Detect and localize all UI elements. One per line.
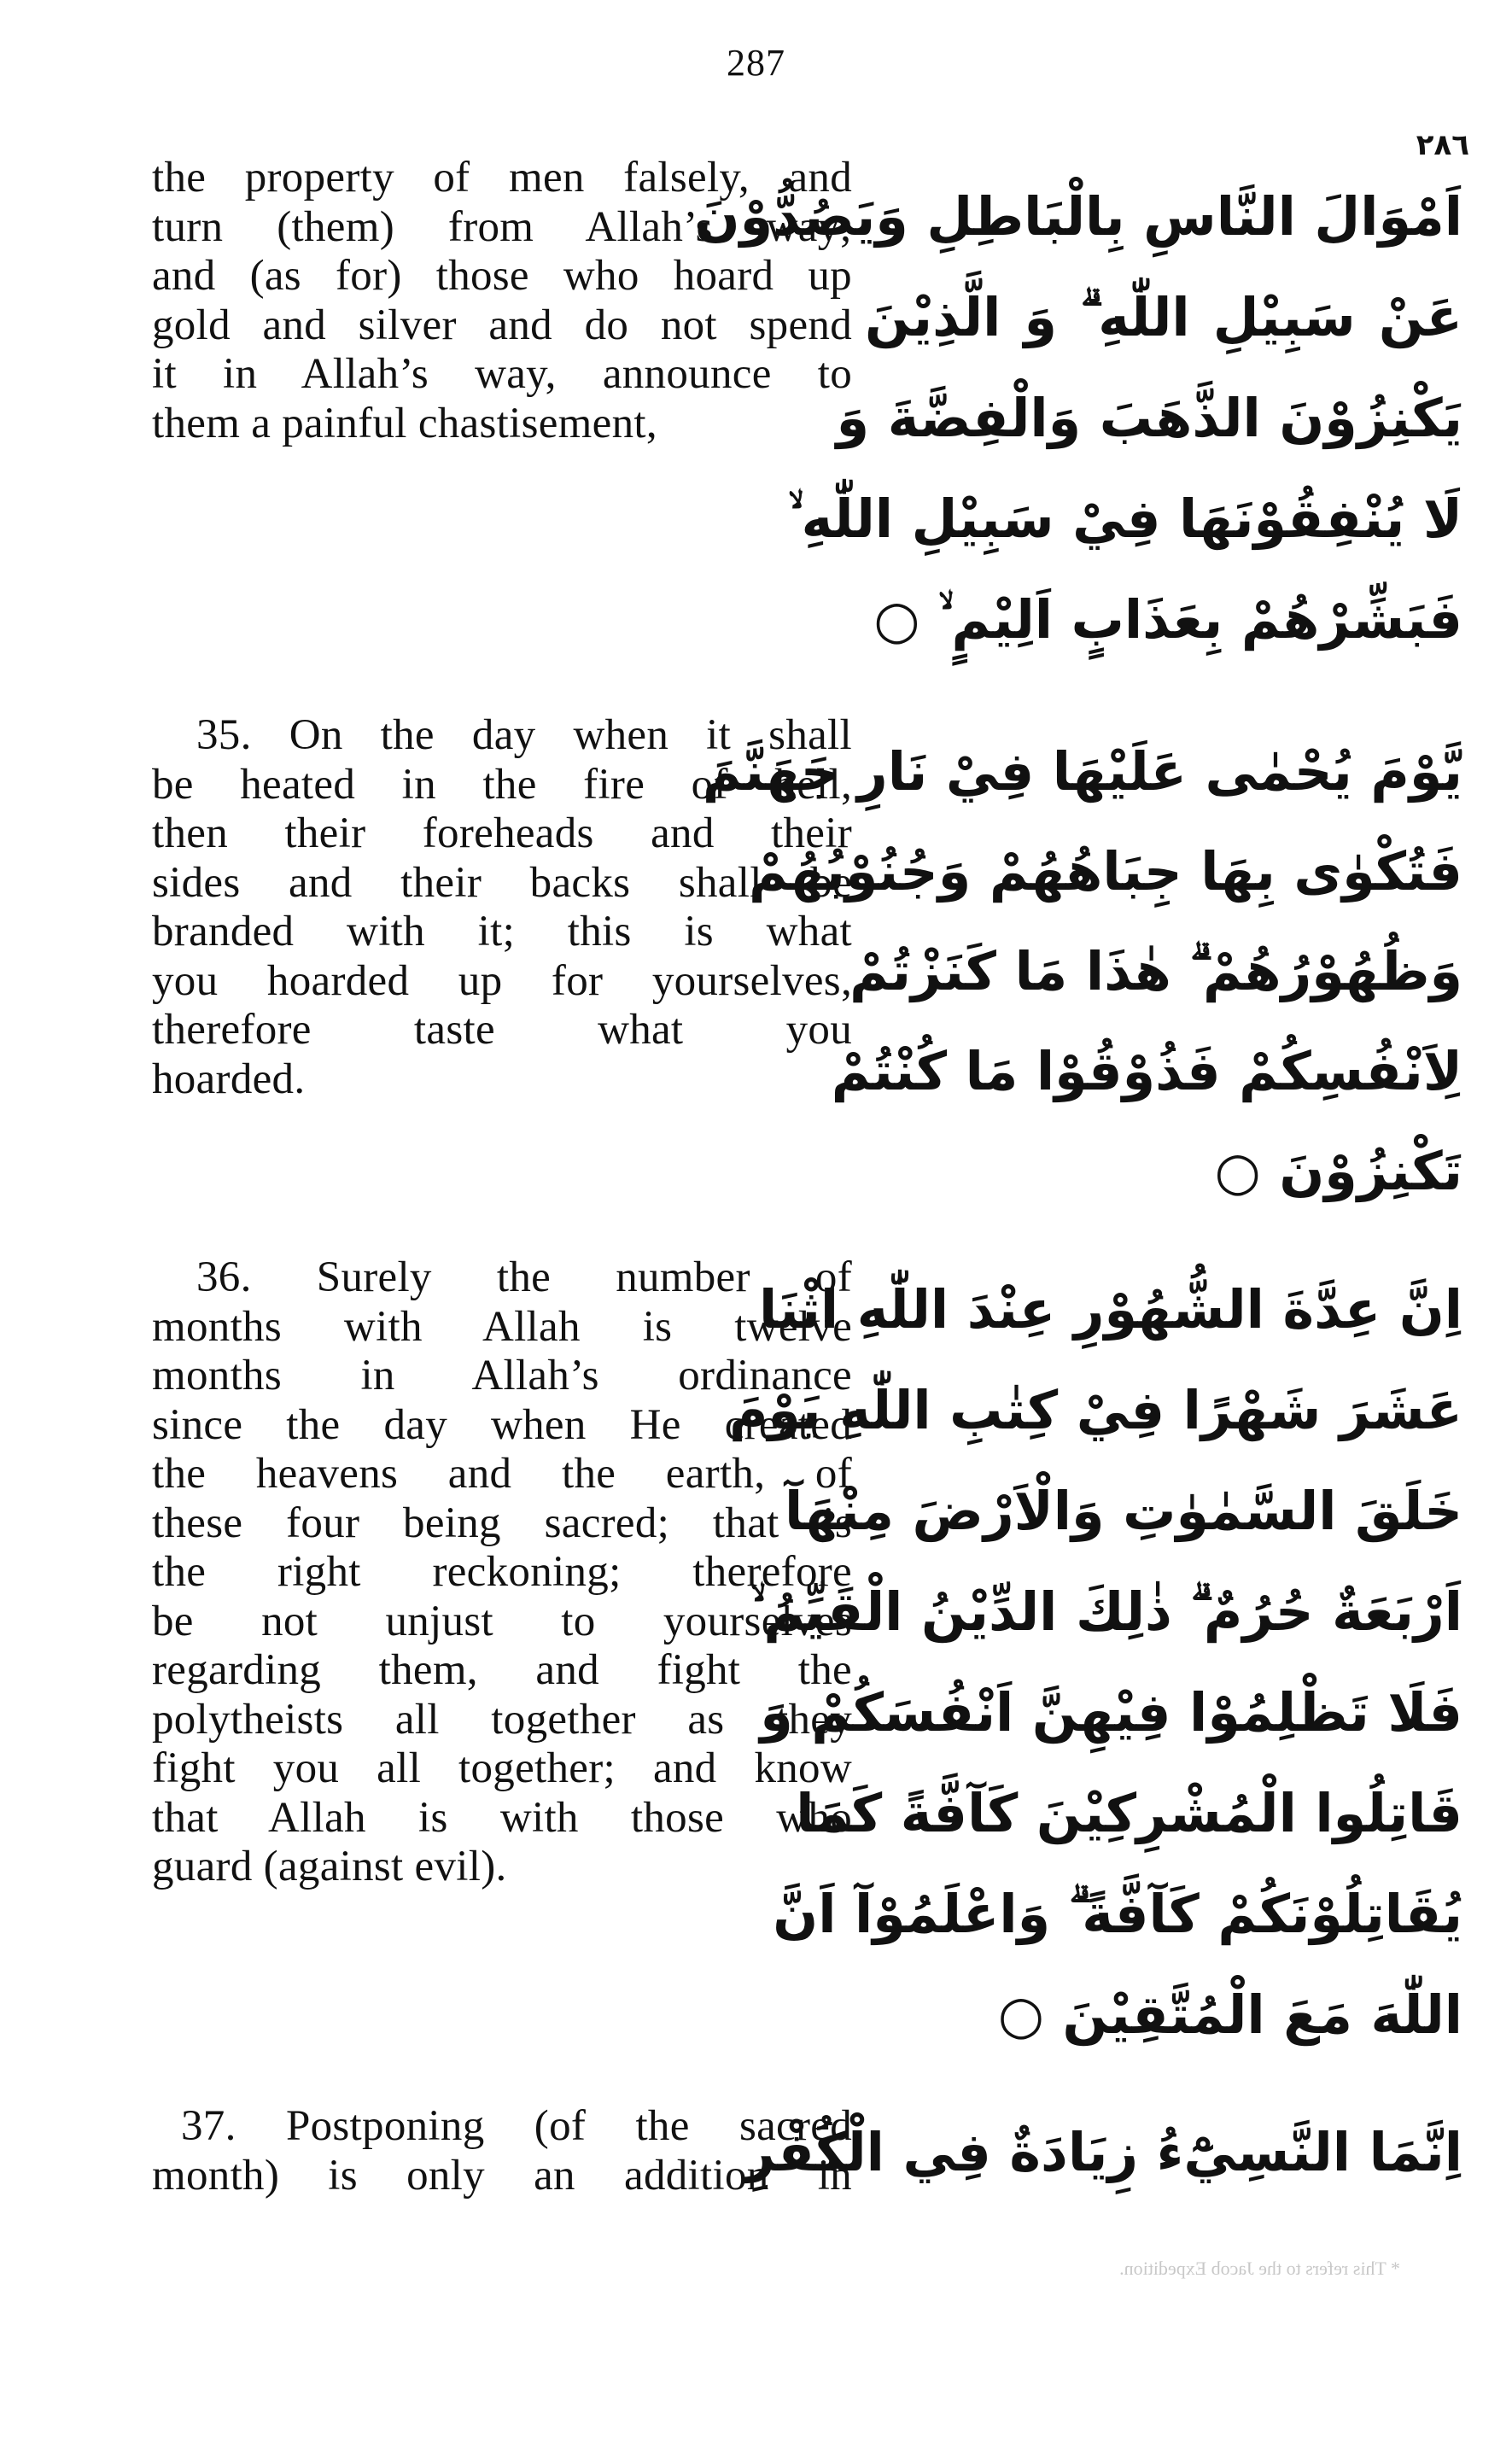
english-line: it in Allah’s way, announce to — [152, 350, 852, 398]
english-line: month) is only an addition in — [152, 2151, 852, 2200]
arabic-line: عَشَرَ شَهْرًا فِيْ كِتٰبِ اللّٰهِ يَوْمَ — [728, 1379, 1462, 1441]
arabic-line: يُقَاتِلُوْنَكُمْ كَآفَّةً ۗ وَاعْلَمُوْآ اَنَّ — [773, 1883, 1462, 1945]
arabic-line: اَمْوَالَ النَّاسِ بِالْبَاطِلِ وَيَصُدُّوْنَ — [694, 185, 1462, 248]
english-line: the property of men falsely, and — [152, 154, 852, 202]
english-line: be not unjust to yourselves — [152, 1597, 852, 1645]
english-line: turn (them) from Allah’s way; — [152, 202, 852, 251]
english-line: branded with it; this is what — [152, 908, 852, 955]
arabic-line: لَا يُنْفِقُوْنَهَا فِيْ سَبِيْلِ اللّٰهِ ۙ — [788, 488, 1462, 550]
arabic-line: اِنَّمَا النَّسِيْٓءُ زِيَادَةٌ فِي الْكُفْرِ — [744, 2121, 1462, 2183]
page-number: 287 — [727, 42, 785, 84]
arabic-line: فَبَشِّرْهُمْ بِعَذَابٍ اَلِيْمٍ ۙ ○ — [873, 588, 1462, 651]
english-line: then their foreheads and their — [152, 809, 852, 857]
english-line: the heavens and the earth, of — [152, 1450, 852, 1498]
arabic-line: عَنْ سَبِيْلِ اللّٰهِ ۗ وَ الَّذِيْنَ — [865, 286, 1462, 348]
footnote-bleedthrough: * This refers to the Jacob Expedition. — [1119, 2258, 1400, 2279]
english-line: months with Allah is twelve — [152, 1302, 852, 1351]
english-line: that Allah is with those who — [152, 1793, 852, 1842]
arabic-line: قَاتِلُوا الْمُشْرِكِيْنَ كَآفَّةً كَمَا — [796, 1782, 1462, 1844]
english-line: months in Allah’s ordinance — [152, 1352, 852, 1399]
english-line: you hoarded up for yourselves, — [152, 956, 852, 1005]
english-line: them a painful chastisement, — [152, 399, 657, 447]
english-line: hoarded. — [152, 1054, 306, 1103]
verse-36-english — [152, 1253, 852, 1892]
english-line: 36. Surely the number of — [196, 1253, 852, 1301]
english-line: fight you all together; and know — [152, 1744, 852, 1792]
arabic-line: تَكْنِزُوْنَ ○ — [1214, 1140, 1462, 1202]
arabic-line: لِاَنْفُسِكُمْ فَذُوْقُوْا مَا كُنْتُمْ — [831, 1040, 1462, 1102]
arabic-line: فَلَا تَظْلِمُوْا فِيْهِنَّ اَنْفُسَكُمْ وَ — [760, 1681, 1462, 1744]
english-line: since the day when He created — [152, 1400, 852, 1449]
english-line: the right reckoning; therefore — [152, 1548, 852, 1596]
english-line: sides and their backs shall be — [152, 858, 852, 907]
arabic-line: خَلَقَ السَّمٰوٰتِ وَالْاَرْضَ مِنْهَآ — [785, 1480, 1462, 1542]
english-line: therefore taste what you — [152, 1006, 852, 1054]
english-line: regarding them, and fight the — [152, 1646, 852, 1694]
arabic-line: وَظُهُوْرُهُمْ ۗ هٰذَا مَا كَنَزْتُمْ — [849, 940, 1462, 1002]
arabic-page-number: ٢٨٦ — [1416, 128, 1469, 162]
arabic-line: يَّوْمَ يُحْمٰى عَلَيْهَا فِيْ نَارِ جَهَنَّمَ — [702, 740, 1462, 803]
english-line: 35. On the day when it shall — [196, 711, 852, 759]
arabic-line: فَتُكْوٰى بِهَا جِبَاهُهُمْ وَجُنُوْبُهُمْ — [749, 840, 1462, 903]
arabic-line: اَرْبَعَةٌ حُرُمٌ ۗ ذٰلِكَ الدِّيْنُ الْقَيِّمُ ۙ — [750, 1580, 1462, 1643]
english-line: polytheists all together as they — [152, 1695, 852, 1744]
arabic-line: اللّٰهَ مَعَ الْمُتَّقِيْنَ ○ — [997, 1983, 1462, 2046]
arabic-line: اِنَّ عِدَّةَ الشُّهُوْرِ عِنْدَ اللّٰهِ اثْنَا — [758, 1278, 1462, 1341]
english-line: these four being sacred; that is — [152, 1498, 852, 1547]
english-line: guard (against evil). — [152, 1843, 507, 1890]
english-line: gold and silver and do not spend — [152, 301, 852, 349]
verse-34-arabic — [694, 166, 1462, 670]
english-line: and (as for) those who hoard up — [152, 252, 852, 300]
arabic-line: يَكْنِزُوْنَ الذَّهَبَ وَالْفِضَّةَ وَ — [836, 387, 1462, 449]
verse-37-arabic — [744, 2102, 1462, 2203]
verse-35-arabic — [702, 722, 1462, 1221]
english-line: 37. Postponing (of the sacred — [181, 2102, 852, 2150]
english-line: be heated in the fire of hell, — [152, 760, 852, 809]
verse-36-arabic — [728, 1259, 1462, 2065]
